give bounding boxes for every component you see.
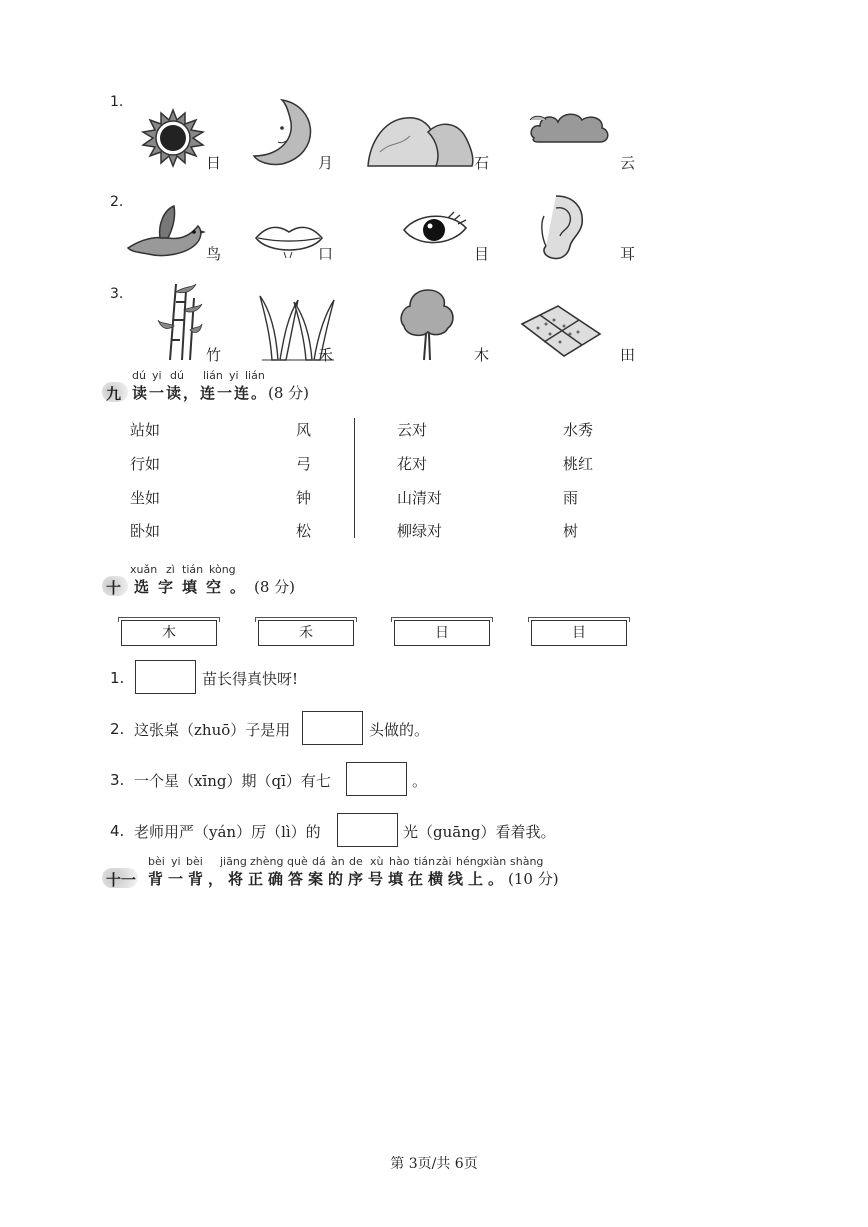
match-left-b-3: 松 xyxy=(296,522,312,540)
pic-label-zhu: 竹 xyxy=(206,346,222,364)
section-11-pinyin-3: jiāng xyxy=(220,855,247,868)
eye-icon xyxy=(402,208,470,250)
choice-card-1: 禾 xyxy=(258,620,354,646)
section-9-title-text: 读一读，连一连。 xyxy=(132,384,269,402)
pic-label-yue: 月 xyxy=(318,154,334,172)
section-10-pinyin-3: kòng xyxy=(209,563,236,576)
stone-icon xyxy=(366,112,476,168)
ear-icon xyxy=(534,194,586,262)
question-4-text-before: 老师用严（yán）厉（lì）的 xyxy=(134,823,321,841)
section-10-score: (8 分) xyxy=(254,578,296,596)
section-11-score: (10 分) xyxy=(508,870,559,888)
section-11-title-text: 背一背，将正确答案的序号填在横线上。 xyxy=(148,870,509,888)
section-11-pinyin-0: bèi xyxy=(148,855,165,868)
match-right-b-0: 水秀 xyxy=(563,421,594,439)
pic-label-tian: 田 xyxy=(620,346,636,364)
question-4-answer-box[interactable] xyxy=(337,813,398,847)
section-9-number: 九 xyxy=(106,385,122,403)
question-2-text-before: 这张桌（zhuō）子是用 xyxy=(134,721,291,739)
pic-label-kou: 口 xyxy=(318,245,334,263)
section-11-pinyin-7: àn xyxy=(331,855,345,868)
tree-icon xyxy=(398,288,458,362)
section-11-pinyin-8: de xyxy=(349,855,363,868)
match-right-a-3: 柳绿对 xyxy=(397,522,443,540)
mouth-icon xyxy=(254,220,324,262)
match-left-b-0: 风 xyxy=(296,421,312,439)
pic-label-er: 耳 xyxy=(620,245,636,263)
section-11-number: 十一 xyxy=(106,871,137,889)
section-11-pinyin-1: yi xyxy=(171,855,181,868)
moon-icon xyxy=(252,98,324,168)
row-number-3: 3. xyxy=(110,286,124,302)
question-1-answer-box[interactable] xyxy=(135,660,196,694)
match-left-a-2: 坐如 xyxy=(130,489,161,507)
match-right-b-2: 雨 xyxy=(563,489,579,507)
section-9-pinyin-3: lián xyxy=(203,369,223,382)
section-9-pinyin-5: lián xyxy=(245,369,265,382)
page-footer: 第 3页/共 6页 xyxy=(390,1156,478,1172)
question-2-text-after: 头做的。 xyxy=(369,721,430,739)
pic-label-shi: 石 xyxy=(474,154,490,172)
match-right-b-1: 桃红 xyxy=(563,455,594,473)
section-10-title-text: 选字填空。 xyxy=(134,578,255,596)
question-2-number: 2. xyxy=(110,720,125,738)
section-11-pinyin-13: héng xyxy=(456,855,484,868)
bird-icon xyxy=(124,204,206,260)
section-11-pinyin-9: xù xyxy=(370,855,384,868)
pic-label-yun: 云 xyxy=(620,154,636,172)
question-4-number: 4. xyxy=(110,822,125,840)
section-11-pinyin-10: hào xyxy=(389,855,410,868)
section-11-pinyin-15: shàng xyxy=(510,855,544,868)
section-11-pinyin-2: bèi xyxy=(186,855,203,868)
section-10-pinyin-2: tián xyxy=(182,563,204,576)
question-1-number: 1. xyxy=(110,669,125,687)
question-4-text-after: 光（guāng）看着我。 xyxy=(403,823,556,841)
section-9-title xyxy=(132,382,309,403)
question-1-text: 苗长得真快呀! xyxy=(202,670,299,688)
choice-card-2: 日 xyxy=(394,620,490,646)
pic-label-he: 禾 xyxy=(318,346,334,364)
question-3-text-before: 一个星（xīng）期（qī）有七 xyxy=(134,772,331,790)
match-left-a-0: 站如 xyxy=(130,421,161,439)
field-icon xyxy=(520,304,602,358)
sun-icon xyxy=(140,108,206,168)
section-11-pinyin-4: zhèng xyxy=(250,855,284,868)
section-9-pinyin-4: yi xyxy=(229,369,239,382)
row-number-1: 1. xyxy=(110,94,124,110)
match-right-a-2: 山清对 xyxy=(397,489,443,507)
match-right-a-0: 云对 xyxy=(397,421,428,439)
section-9-pinyin-0: dú xyxy=(132,369,146,382)
section-11-pinyin-5: què xyxy=(287,855,308,868)
pic-label-mu: 目 xyxy=(474,245,490,263)
section-11-title xyxy=(148,868,559,889)
section-10-pinyin-0: xuǎn xyxy=(130,563,158,576)
pic-label-niao: 鸟 xyxy=(206,245,222,263)
pic-label-ri: 日 xyxy=(206,154,222,172)
section-11-pinyin-11: tián xyxy=(414,855,436,868)
match-right-a-1: 花对 xyxy=(397,455,428,473)
match-left-a-1: 行如 xyxy=(130,455,161,473)
match-right-b-3: 树 xyxy=(563,522,579,540)
section-9-score: (8 分) xyxy=(268,384,310,402)
section-11-pinyin-14: xiàn xyxy=(483,855,507,868)
choice-card-3: 目 xyxy=(531,620,627,646)
question-2-answer-box[interactable] xyxy=(302,711,363,745)
section-11-pinyin-6: dá xyxy=(312,855,326,868)
section-9-pinyin-2: dú xyxy=(170,369,184,382)
match-divider xyxy=(354,418,355,538)
match-left-b-2: 钟 xyxy=(296,489,312,507)
question-3-answer-box[interactable] xyxy=(346,762,407,796)
cloud-icon xyxy=(528,108,612,146)
bamboo-icon xyxy=(156,280,204,362)
pic-label-mu-tree: 木 xyxy=(474,346,490,364)
section-9-pinyin-1: yi xyxy=(152,369,162,382)
section-10-title xyxy=(134,576,295,597)
section-11-pinyin-12: zài xyxy=(436,855,452,868)
choice-card-0: 木 xyxy=(121,620,217,646)
row-number-2: 2. xyxy=(110,194,124,210)
match-left-b-1: 弓 xyxy=(296,455,312,473)
section-10-number: 十 xyxy=(106,579,122,597)
match-left-a-3: 卧如 xyxy=(130,522,161,540)
question-3-text-after: 。 xyxy=(412,772,428,790)
question-3-number: 3. xyxy=(110,771,125,789)
section-10-pinyin-1: zì xyxy=(166,563,175,576)
